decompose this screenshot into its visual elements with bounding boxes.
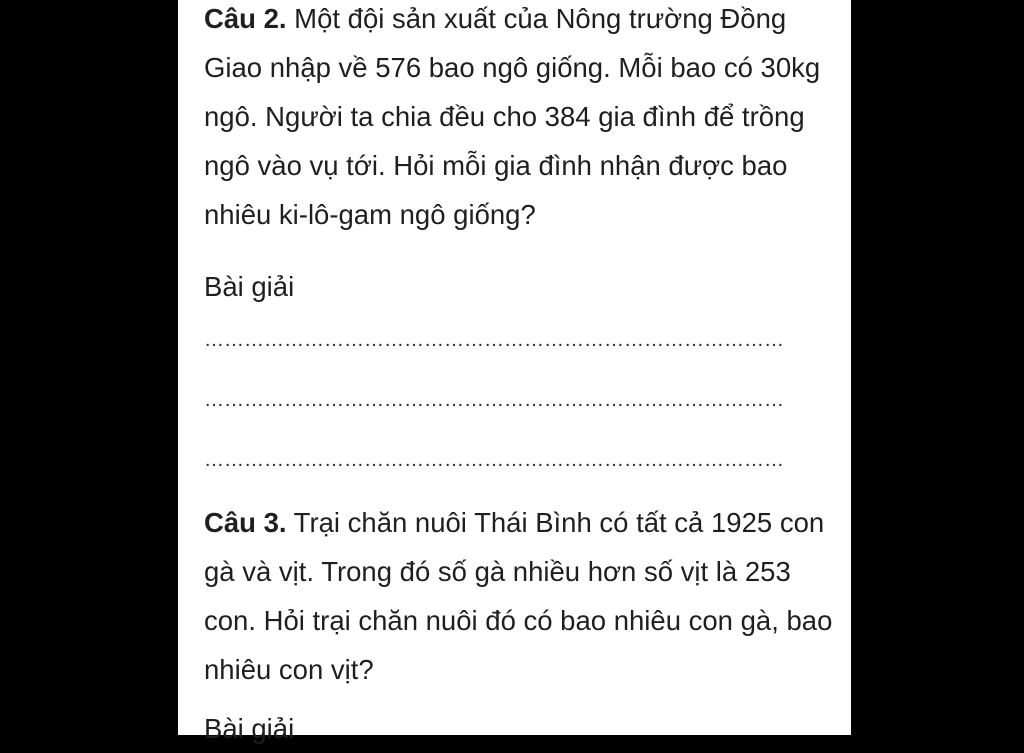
- question-2-label: Câu 2.: [204, 3, 287, 34]
- question-2-text: Một đội sản xuất của Nông trường Đồng Giao nhập về 576 bao ngô giống. Mỗi bao có 30kg ngô. Người ta chia đều cho 384 gia đình để trồng ngô vào vụ tới. Hỏi mỗi gia đình nhận được bao nhiêu ki-lô-gam ngô giống?: [204, 3, 821, 230]
- question-3-label: Câu 3.: [204, 507, 287, 538]
- question-3: [204, 498, 834, 694]
- answer-line-3: ……………………………………………………………………………: [204, 449, 784, 471]
- question-3-text: Trại chăn nuôi Thái Bình có tất cả 1925 con gà và vịt. Trong đó số gà nhiều hơn số vịt là 253 con. Hỏi trại chăn nuôi đó có bao nhiêu con gà, bao nhiêu con vịt?: [204, 507, 833, 685]
- question-2: [204, 0, 834, 239]
- answer-line-1: ……………………………………………………………………………: [204, 329, 784, 351]
- document-page: [178, 0, 851, 744]
- answer-line-2: ……………………………………………………………………………: [204, 389, 784, 411]
- question-3-solution-label: Bài giải: [204, 713, 295, 744]
- question-2-solution-label: Bài giải: [204, 271, 295, 302]
